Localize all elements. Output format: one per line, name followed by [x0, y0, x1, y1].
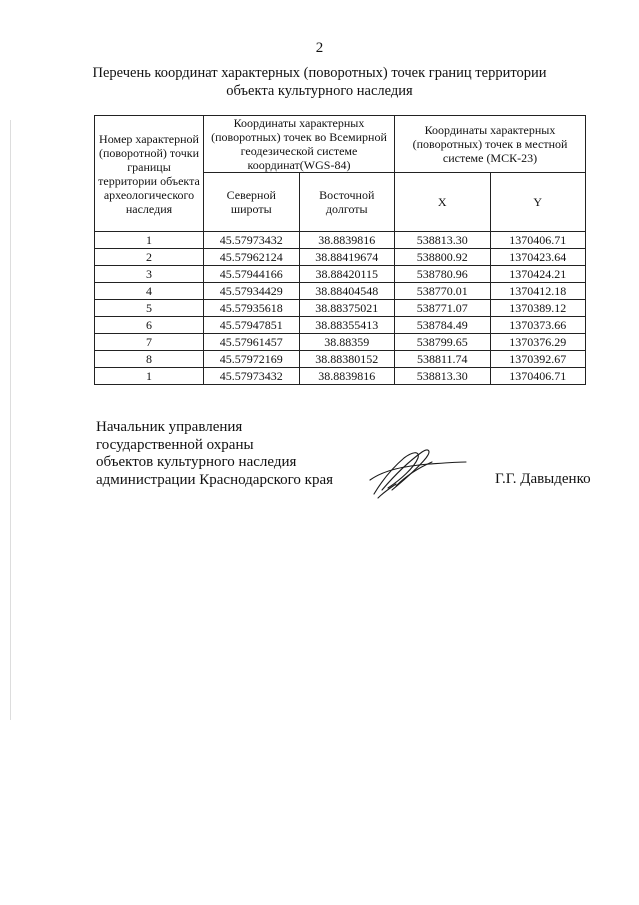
y-cell: 1370376.29: [490, 334, 586, 351]
latitude-cell: 45.57947851: [204, 317, 300, 334]
signatory-position: [96, 419, 333, 489]
msk-header: Координаты характерных (поворотных) точек в местной системе (МСК-23): [395, 116, 586, 173]
document-title: [60, 64, 579, 100]
longitude-cell: 38.8839816: [299, 368, 395, 385]
latitude-cell: 45.57944166: [204, 266, 300, 283]
table-row: [95, 351, 586, 368]
latitude-cell: 45.57973432: [204, 232, 300, 249]
longitude-cell: 38.88419674: [299, 249, 395, 266]
latitude-cell: 45.57962124: [204, 249, 300, 266]
longitude-header: Восточной долготы: [299, 173, 395, 232]
table-row: [95, 300, 586, 317]
x-cell: 538811.74: [395, 351, 491, 368]
y-cell: 1370412.18: [490, 283, 586, 300]
y-cell: 1370406.71: [490, 368, 586, 385]
longitude-cell: 38.88375021: [299, 300, 395, 317]
longitude-cell: 38.88359: [299, 334, 395, 351]
wgs-header: Координаты характерных (поворотных) точек во Всемирной геодезической системе координат(WGS-84): [204, 116, 395, 173]
title-line-2: объекта культурного наследия: [226, 83, 413, 99]
y-cell: 1370406.71: [490, 232, 586, 249]
longitude-cell: 38.88380152: [299, 351, 395, 368]
table-row: [95, 266, 586, 283]
latitude-header: Северной широты: [204, 173, 300, 232]
latitude-cell: 45.57973432: [204, 368, 300, 385]
table-row: [95, 249, 586, 266]
x-cell: 538800.92: [395, 249, 491, 266]
table-row: [95, 232, 586, 249]
signatory-line-4: администрации Краснодарского края: [96, 471, 334, 488]
longitude-cell: 38.88404548: [299, 283, 395, 300]
longitude-cell: 38.88420115: [299, 266, 395, 283]
point-number-cell: 3: [95, 266, 204, 283]
point-number-cell: 8: [95, 351, 204, 368]
y-header: Y: [490, 173, 586, 232]
longitude-cell: 38.88355413: [299, 317, 395, 334]
y-cell: 1370373.66: [490, 317, 586, 334]
signatory-line-3: объектов культурного наследия: [96, 454, 297, 470]
title-line-1: Перечень координат характерных (поворотных) точек границ территории: [92, 65, 547, 81]
latitude-cell: 45.57972169: [204, 351, 300, 368]
coordinates-table-wrap: [94, 115, 586, 385]
point-number-header: Номер характерной (поворотной) точки границы территории объекта археологического наследия: [95, 116, 204, 232]
handwritten-signature-icon: [360, 440, 470, 500]
signatory-line-1: Начальник управления: [96, 419, 243, 435]
x-cell: 538799.65: [395, 334, 491, 351]
table-row: [95, 317, 586, 334]
latitude-cell: 45.57961457: [204, 334, 300, 351]
x-header: X: [395, 173, 491, 232]
table-row: [95, 334, 586, 351]
signatory-name: Г.Г. Давыденко: [495, 471, 591, 487]
x-cell: 538784.49: [395, 317, 491, 334]
y-cell: 1370423.64: [490, 249, 586, 266]
scan-margin-line: [10, 120, 11, 720]
latitude-cell: 45.57935618: [204, 300, 300, 317]
x-cell: 538770.01: [395, 283, 491, 300]
point-number-cell: 6: [95, 317, 204, 334]
point-number-cell: 5: [95, 300, 204, 317]
point-number-cell: 7: [95, 334, 204, 351]
latitude-cell: 45.57934429: [204, 283, 300, 300]
y-cell: 1370392.67: [490, 351, 586, 368]
x-cell: 538780.96: [395, 266, 491, 283]
point-number-cell: 4: [95, 283, 204, 300]
coordinates-table: [94, 115, 586, 385]
y-cell: 1370389.12: [490, 300, 586, 317]
page-number: 2: [315, 40, 324, 56]
table-row: [95, 368, 586, 385]
point-number-cell: 2: [95, 249, 204, 266]
table-row: [95, 283, 586, 300]
x-cell: 538813.30: [395, 368, 491, 385]
y-cell: 1370424.21: [490, 266, 586, 283]
x-cell: 538813.30: [395, 232, 491, 249]
signatory-line-2: государственной охраны: [96, 436, 254, 453]
x-cell: 538771.07: [395, 300, 491, 317]
point-number-cell: 1: [95, 368, 204, 385]
longitude-cell: 38.8839816: [299, 232, 395, 249]
point-number-cell: 1: [95, 232, 204, 249]
